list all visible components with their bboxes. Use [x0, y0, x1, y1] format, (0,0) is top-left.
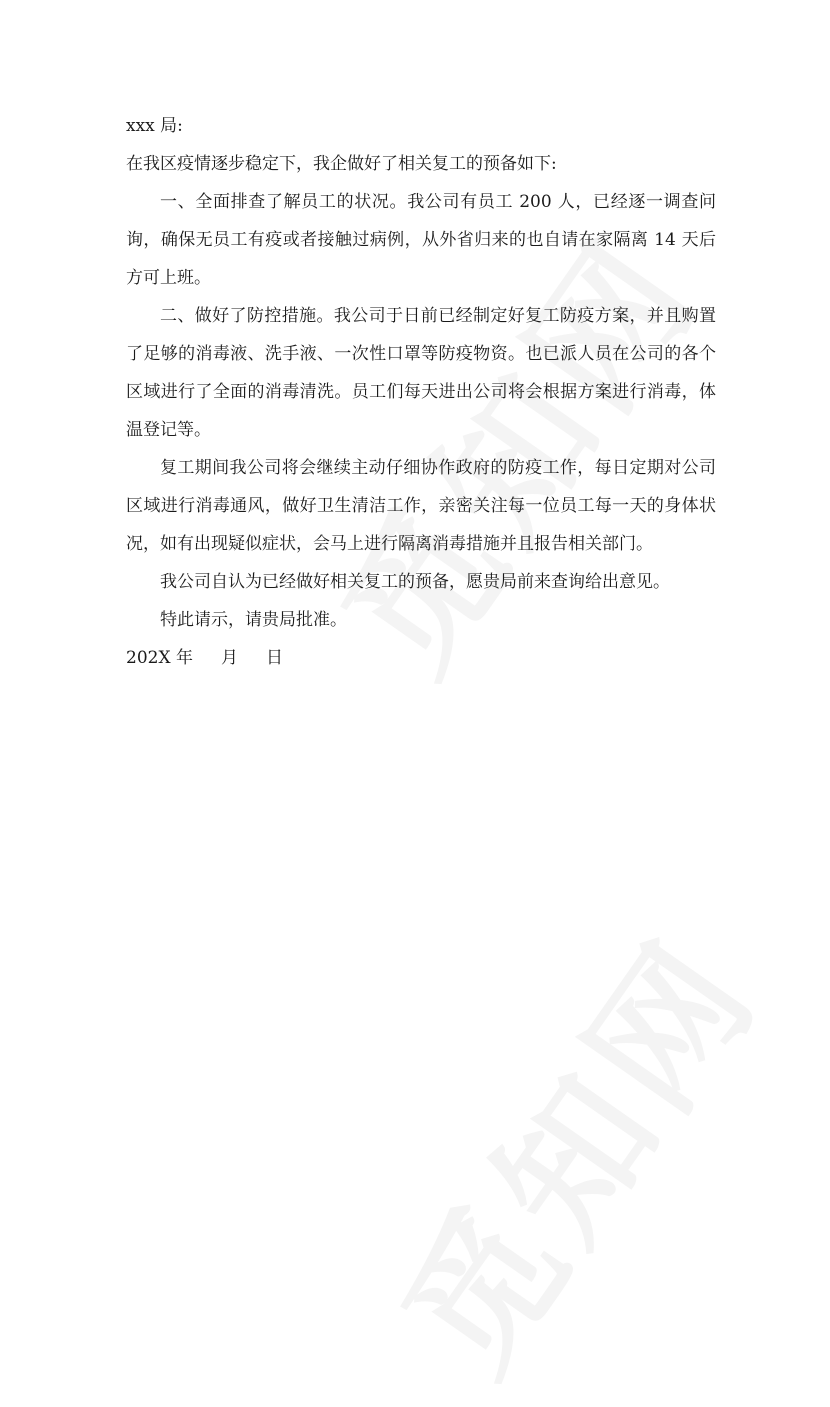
addressee: xxx 局: [126, 116, 183, 136]
watermark-bottom [344, 889, 796, 1406]
date-month: 月 [220, 648, 238, 668]
intro-paragraph: 在我区疫情逐步稳定下，我企做好了相关复工的预备如下: [126, 154, 557, 174]
document-body [126, 107, 716, 677]
paragraph-prevention-measures: 二、做好了防控措施。我公司于日前已经制定好复工防疫方案，并且购置了足够的消毒液、洗手液、一次性口罩等防疫物资。也已派人员在公司的各个区域进行了全面的消毒清洗。员工们每天进出公司将会根据方案进行消毒，体温登记等。 [126, 306, 716, 440]
date-line [126, 639, 716, 677]
paragraph-ongoing-cooperation: 复工期间我公司将会继续主动仔细协作政府的防疫工作，每日定期对公司区域进行消毒通风，做好卫生清洁工作，亲密关注每一位员工每一天的身体状况，如有出现疑似症状，会马上进行隔离消毒措施并且报告相关部门。 [126, 458, 716, 554]
paragraph-request-approval: 特此请示，请贵局批准。 [160, 610, 347, 630]
paragraph-staff-screening: 一、全面排查了解员工的状况。我公司有员工 200 人，已经逐一调查问询，确保无员工有疫或者接触过病例，从外省归来的也自请在家隔离 14 天后方可上班。 [126, 192, 716, 288]
date-year: 202X 年 [126, 648, 193, 668]
paragraph-readiness-statement: 我公司自认为已经做好相关复工的预备，愿贵局前来查询给出意见。 [160, 572, 670, 592]
date-day: 日 [265, 648, 283, 668]
